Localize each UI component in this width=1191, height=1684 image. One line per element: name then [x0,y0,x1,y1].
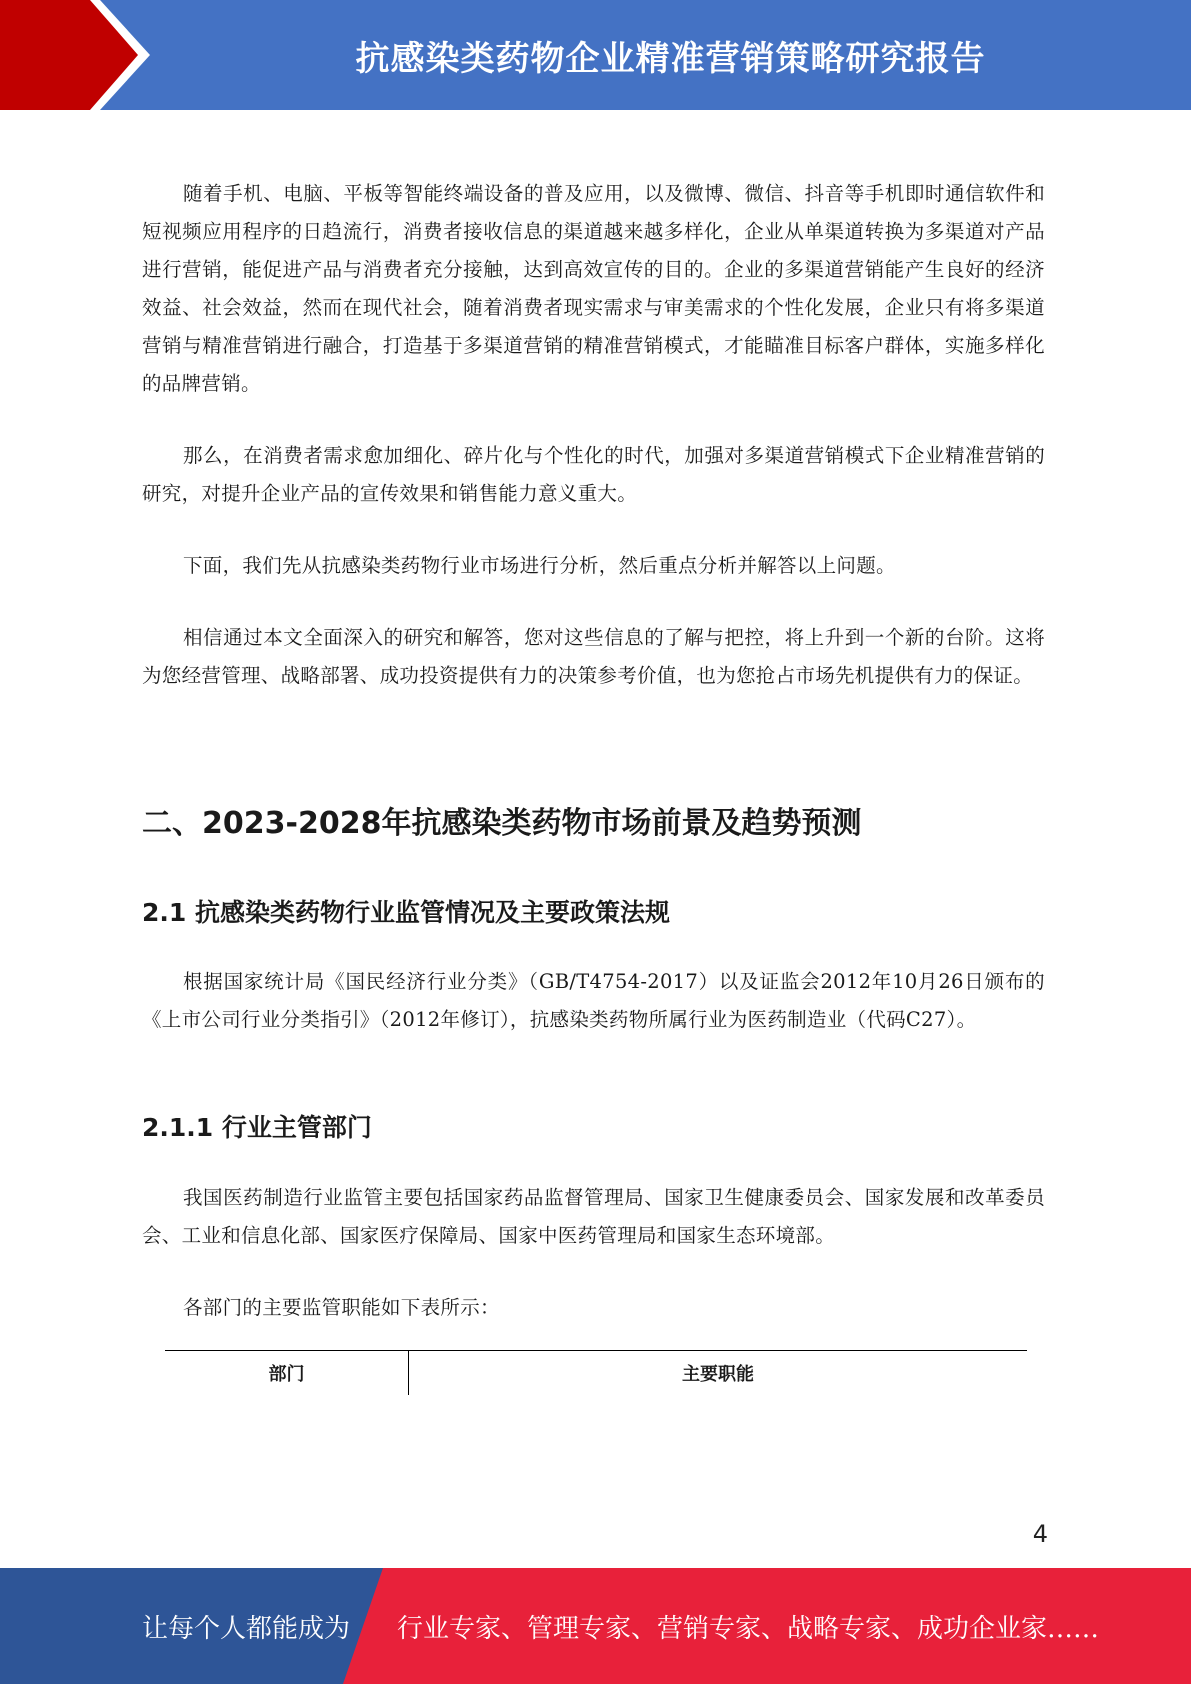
departments-table [165,1350,1027,1395]
intro-section [142,175,1045,729]
paragraph: 相信通过本文全面深入的研究和解答，您对这些信息的了解与把控，将上升到一个新的台阶。这将为您经营管理、战略部署、成功投资提供有力的决策参考价值，也为您抢占市场先机提供有力的保证。 [142,626,1045,687]
report-title: 抗感染类药物企业精准营销策略研究报告 [355,38,986,79]
page-number: 4 [1032,1520,1048,1548]
footer-slogan-left: 让每个人都能成为 [142,1613,351,1644]
subsection-heading: 2.1.1 行业主管部门 [142,1113,372,1142]
subsection-body [142,963,1045,1073]
table-header-functions: 主要职能 [682,1364,754,1385]
footer-slogan-right: 行业专家、管理专家、营销专家、战略专家、成功企业家…… [397,1613,1100,1644]
page-footer [0,1568,1191,1684]
subsection-heading: 2.1 抗感染类药物行业监管情况及主要政策法规 [142,898,670,927]
paragraph: 根据国家统计局《国民经济行业分类》（GB/T4754-2017）以及证监会2012年10月26日颁布的《上市公司行业分类指引》（2012年修订），抗感染类药物所属行业为医药制造业（代码C27）。 [142,970,1045,1031]
section-heading: 二、2023-2028年抗感染类药物市场前景及趋势预测 [142,806,862,841]
paragraph: 我国医药制造行业监管主要包括国家药品监督管理局、国家卫生健康委员会、国家发展和改革委员会、工业和信息化部、国家医疗保障局、国家中医药管理局和国家生态环境部。 [142,1186,1045,1247]
paragraph: 各部门的主要监管职能如下表所示： [183,1296,500,1319]
subsection-body [142,1179,1045,1361]
paragraph: 那么，在消费者需求愈加细化、碎片化与个性化的时代，加强对多渠道营销模式下企业精准营销的研究，对提升企业产品的宣传效果和销售能力意义重大。 [142,444,1045,505]
paragraph: 随着手机、电脑、平板等智能终端设备的普及应用，以及微博、微信、抖音等手机即时通信软件和短视频应用程序的日趋流行，消费者接收信息的渠道越来越多样化，企业从单渠道转换为多渠道对产品进行营销，能促进产品与消费者充分接触，达到高效宣传的目的。企业的多渠道营销能产生良好的经济效益、社会效益，然而在现代社会，随着消费者现实需求与审美需求的个性化发展，企业只有将多渠道营销与精准营销进行融合，打造基于多渠道营销的精准营销模式，才能瞄准目标客户群体，实施多样化的品牌营销。 [142,182,1045,395]
paragraph: 下面，我们先从抗感染类药物行业市场进行分析，然后重点分析并解答以上问题。 [183,554,896,577]
page-header [0,0,1191,110]
table-header-department: 部门 [165,1351,409,1395]
